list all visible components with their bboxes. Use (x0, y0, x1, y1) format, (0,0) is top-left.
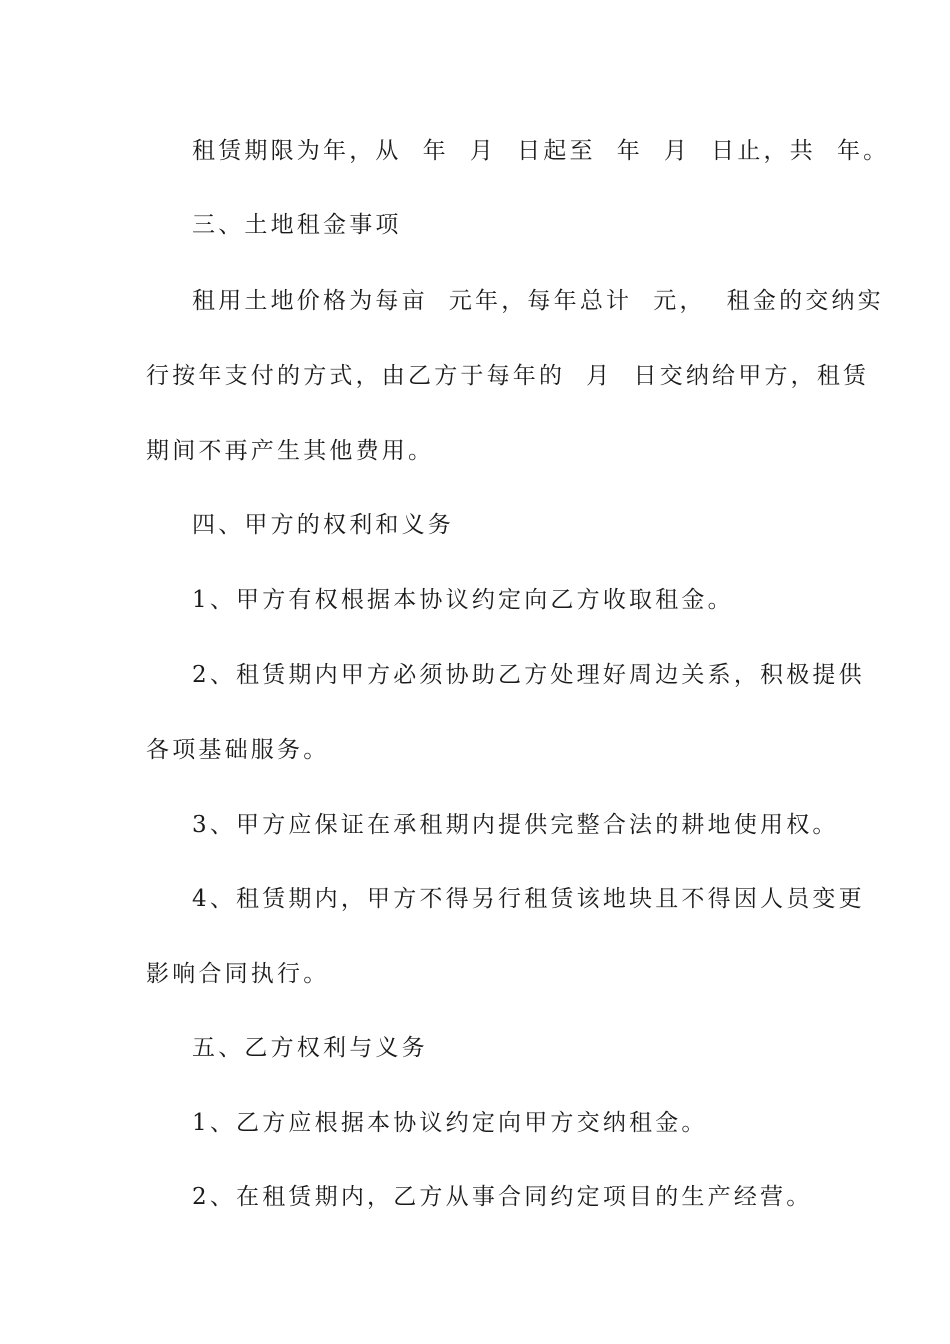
party-a-clause-2-line-2: 各项基础服务。 (146, 737, 330, 763)
rent-price-line-1: 租用土地价格为每亩 元年，每年总计 元， 租金的交纳实 (192, 288, 884, 314)
party-b-clause-1: 1、乙方应根据本协议约定向甲方交纳租金。 (192, 1110, 708, 1136)
party-a-clause-3: 3、甲方应保证在承租期内提供完整合法的耕地使用权。 (192, 812, 839, 838)
party-a-clause-4-line-1: 4、租赁期内，甲方不得另行租赁该地块且不得因人员变更 (192, 886, 865, 912)
party-a-clause-4-line-2: 影响合同执行。 (146, 961, 330, 987)
party-a-clause-1: 1、甲方有权根据本协议约定向乙方收取租金。 (192, 587, 734, 613)
party-a-clause-2-line-1: 2、租赁期内甲方必须协助乙方处理好周边关系，积极提供 (192, 662, 865, 688)
rent-price-line-2: 行按年支付的方式，由乙方于每年的 月 日交纳给甲方，租赁 (146, 363, 870, 389)
section-5-heading: 五、乙方权利与义务 (192, 1035, 428, 1061)
section-3-heading: 三、土地租金事项 (192, 212, 402, 238)
party-b-clause-2: 2、在租赁期内，乙方从事合同约定项目的生产经营。 (192, 1184, 813, 1210)
section-4-heading: 四、甲方的权利和义务 (192, 512, 454, 538)
rent-price-line-3: 期间不再产生其他费用。 (146, 438, 435, 464)
lease-term-line: 租赁期限为年，从 年 月 日起至 年 月 日止，共 年。 (192, 138, 890, 164)
